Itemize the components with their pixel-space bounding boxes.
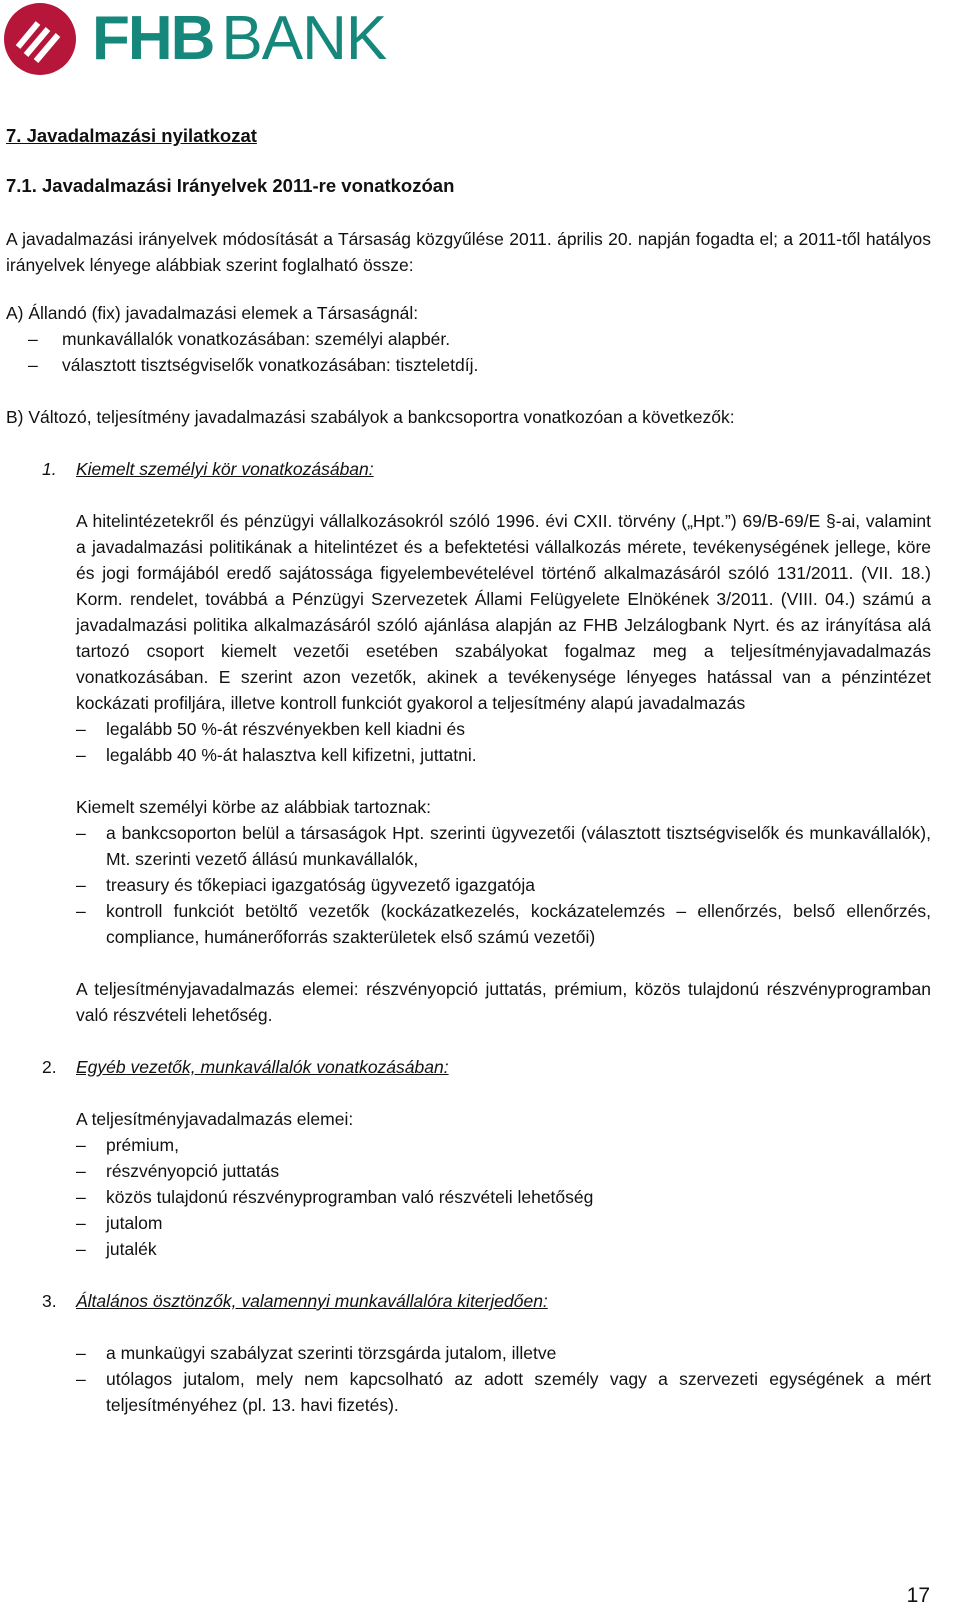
elements-paragraph: A teljesítményjavadalmazás elemei: részvényopció juttatás, prémium, közös tulajdonú részvényprogramban való részvételi lehetőség.	[76, 979, 931, 1025]
list-item: – treasury és tőkepiaci igazgatóság ügyvezető igazgatója	[76, 872, 931, 898]
fhb-bank-logo	[4, 2, 386, 76]
dash-bullet-icon: –	[28, 355, 38, 375]
item-number: 2.	[42, 1057, 57, 1077]
dash-bullet-icon: –	[76, 823, 86, 843]
item-title: Egyéb vezetők, munkavállalók vonatkozásában:	[76, 1057, 449, 1077]
logo-wordmark-light: BANK	[221, 4, 387, 73]
dash-bullet-icon: –	[76, 719, 86, 739]
item-title: Kiemelt személyi kör vonatkozásában:	[76, 459, 374, 479]
logo-wordmark	[92, 4, 387, 73]
part-b-heading: B) Változó, teljesítmény javadalmazási szabályok a bankcsoportra vonatkozóan a következők:	[6, 407, 735, 427]
subsection-title: 7.1. Javadalmazási Irányelvek 2011-re vonatkozóan	[6, 175, 455, 196]
item1-paragraph: A hitelintézetekről és pénzügyi vállalkozásokról szóló 1996. évi CXII. törvény („Hpt.”) 69/B-69/E §-ai, valamint a javadalmazási politikának a hitelintézet és a befektetési vállalkozás mérete, tevékenységének jellege, köre és jogi formájából eredő sajátossága figyelembevételével történő alkalmazásáról szóló 131/2011. (VII. 18.) Korm. rendelet, továbbá a Pénzügyi Szervezetek Állami Felügyelete Elnökének 3/2011. (VIII. 04.) számú a javadalmazási politika alkalmazásáról szóló ajánlása alapján az FHB Jelzálogbank Nyrt. és az irányítása alá tartozó csoport kiemelt vezetői esetében szabályokat fogalmaz meg a teljesítményjavadalmazás vonatkozásában. E szerint azon vezetők, akinek a tevékenysége lényeges hatással van a pénzintézet kockázati profiljára, illetve kontroll funkciót gyakorol a teljesítmény alapú javadalmazás	[76, 511, 931, 713]
part-a-heading: A) Állandó (fix) javadalmazási elemek a Társaságnál:	[6, 303, 419, 323]
item-number: 1.	[42, 459, 57, 479]
item1-block	[76, 508, 931, 1028]
dash-bullet-icon: –	[76, 1343, 86, 1363]
dash-bullet-icon: –	[76, 1369, 86, 1389]
numbered-item-2	[42, 1054, 931, 1080]
dash-bullet-icon: –	[76, 875, 86, 895]
dash-bullet-icon: –	[76, 901, 86, 921]
item-number: 3.	[42, 1291, 57, 1311]
logo-wordmark-bold: FHB	[92, 4, 214, 73]
list-item: – munkavállalók vonatkozásában: személyi alapbér.	[6, 326, 931, 352]
item2-list	[76, 1132, 931, 1262]
numbered-item-1	[42, 456, 931, 482]
fhb-logo-mark-icon	[4, 3, 76, 75]
list-item: – a munkaügyi szabályzat szerinti törzsgárda jutalom, illetve	[76, 1340, 931, 1366]
list-item: – utólagos jutalom, mely nem kapcsolható az adott személy vagy a szervezeti egységének a mért teljesítményéhez (pl. 13. havi fizetés).	[76, 1366, 931, 1418]
dash-bullet-icon: –	[76, 1161, 86, 1181]
list-item: – prémium,	[76, 1132, 931, 1158]
group-list	[76, 820, 931, 950]
list-item: – részvényopció juttatás	[76, 1158, 931, 1184]
dash-bullet-icon: –	[76, 1239, 86, 1259]
list-item: – választott tisztségviselők vonatkozásában: tiszteletdíj.	[6, 352, 931, 378]
list-item: – kontroll funkciót betöltő vezetők (kockázatkezelés, kockázatelemzés – ellenőrzés, belső ellenőrzés, compliance, humánerőforrás szakterületek első számú vezetői)	[76, 898, 931, 950]
list-item: – jutalom	[76, 1210, 931, 1236]
dash-bullet-icon: –	[76, 1187, 86, 1207]
item3-block	[76, 1340, 931, 1418]
numbered-item-3	[42, 1288, 931, 1314]
intro-paragraph: A javadalmazási irányelvek módosítását a Társaság közgyűlése 2011. április 20. napján fogadta el; a 2011-től hatályos irányelvek lényege alábbiak szerint foglalható össze:	[6, 229, 931, 275]
part-a-list	[6, 326, 931, 378]
dash-bullet-icon: –	[28, 329, 38, 349]
section-title: 7. Javadalmazási nyilatkozat	[6, 125, 257, 146]
list-item: – legalább 40 %-át halasztva kell kifizetni, juttatni.	[76, 742, 931, 768]
dash-bullet-icon: –	[76, 745, 86, 765]
dash-bullet-icon: –	[76, 1213, 86, 1233]
page-number: 17	[906, 1584, 930, 1607]
item-title: Általános ösztönzők, valamennyi munkavállalóra kiterjedően:	[76, 1291, 548, 1311]
list-item: – a bankcsoporton belül a társaságok Hpt. szerinti ügyvezetői (választott tisztségviselők és munkavállalók), Mt. szerinti vezető állású munkavállalók,	[76, 820, 931, 872]
dash-bullet-icon: –	[76, 1135, 86, 1155]
item3-list	[76, 1340, 931, 1418]
item2-block	[76, 1106, 931, 1262]
document-body	[6, 124, 931, 1418]
list-item: – jutalék	[76, 1236, 931, 1262]
item2-heading: A teljesítményjavadalmazás elemei:	[76, 1109, 354, 1129]
group-heading: Kiemelt személyi körbe az alábbiak tartoznak:	[76, 797, 432, 817]
item1-bullets	[76, 716, 931, 768]
list-item: – legalább 50 %-át részvényekben kell kiadni és	[76, 716, 931, 742]
list-item: – közös tulajdonú részvényprogramban való részvételi lehetőség	[76, 1184, 931, 1210]
